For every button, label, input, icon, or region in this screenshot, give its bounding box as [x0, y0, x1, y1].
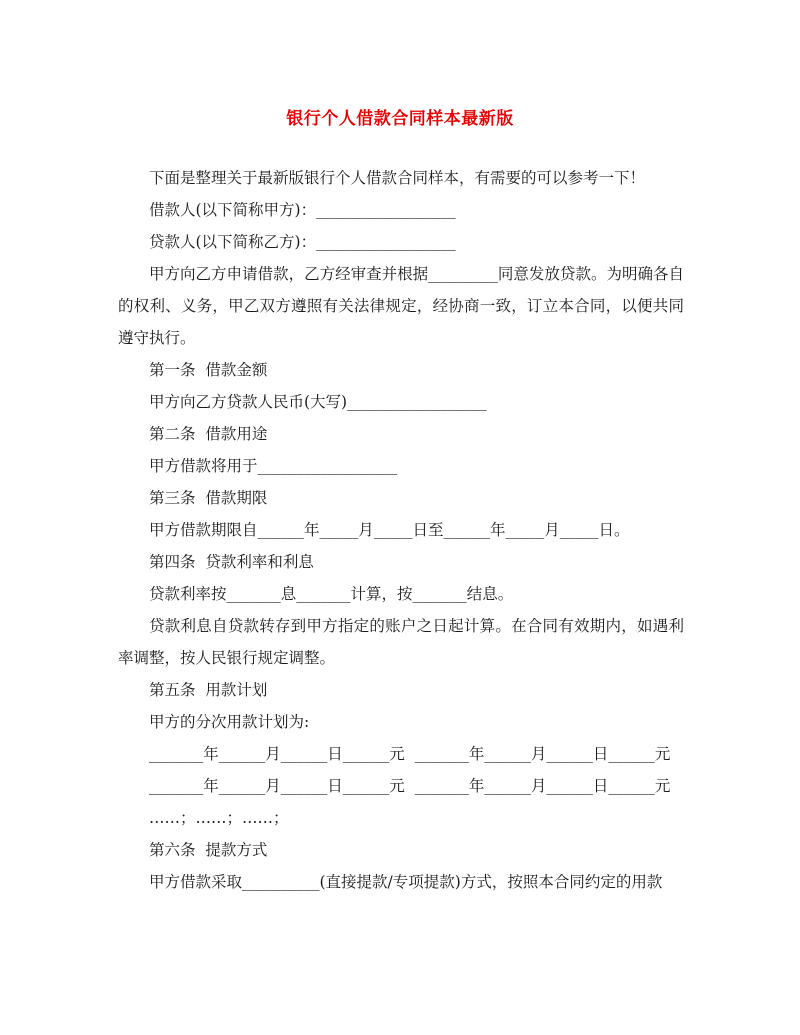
article-6-text: 甲方借款采取__________(直接提款/专项提款)方式，按照本合同约定的用款 [149, 873, 663, 891]
document-title: 银行个人借款合同样本最新版 [286, 109, 514, 129]
article-4-interest-note: 贷款利息自贷款转存到甲方指定的账户之日起计算。在合同有效期内，如遇利率调整，按人民银行规定调整。 [118, 617, 684, 667]
schedule-line-2: _______年______月______日______元 _______年______月______日______元 [149, 777, 671, 795]
article-5-heading: 第五条 用款计划 [149, 681, 268, 699]
article-5-text: 甲方的分次用款计划为: [149, 713, 310, 731]
preamble-paragraph: 甲方向乙方申请借款，乙方经审查并根据_________同意发放贷款。为明确各自的权利、义务，甲乙双方遵照有关法律规定，经协商一致，订立本合同，以便共同遵守执行。 [118, 265, 684, 347]
article-1-heading: 第一条 借款金额 [149, 361, 268, 379]
schedule-ellipsis: ……；……；……； [149, 809, 289, 827]
article-1-text: 甲方向乙方贷款人民币(大写)__________________ [149, 393, 487, 411]
article-2-text: 甲方借款将用于__________________ [149, 457, 398, 475]
lender-line: 贷款人(以下简称乙方)：__________________ [149, 233, 456, 251]
borrower-line: 借款人(以下简称甲方)：__________________ [149, 201, 456, 219]
document-body [118, 162, 684, 898]
schedule-line-1: _______年______月______日______元 _______年______月______日______元 [149, 745, 671, 763]
article-3-text: 甲方借款期限自______年_____月_____日至______年_____月_____日。 [149, 521, 630, 539]
article-4-text: 贷款利率按_______息_______计算，按_______结息。 [149, 585, 514, 603]
article-2-heading: 第二条 借款用途 [149, 425, 268, 443]
article-4-heading: 第四条 贷款利率和利息 [149, 553, 314, 571]
article-3-heading: 第三条 借款期限 [149, 489, 268, 507]
article-6-heading: 第六条 提款方式 [149, 841, 268, 859]
intro-paragraph: 下面是整理关于最新版银行个人借款合同样本，有需要的可以参考一下！ [149, 169, 646, 187]
